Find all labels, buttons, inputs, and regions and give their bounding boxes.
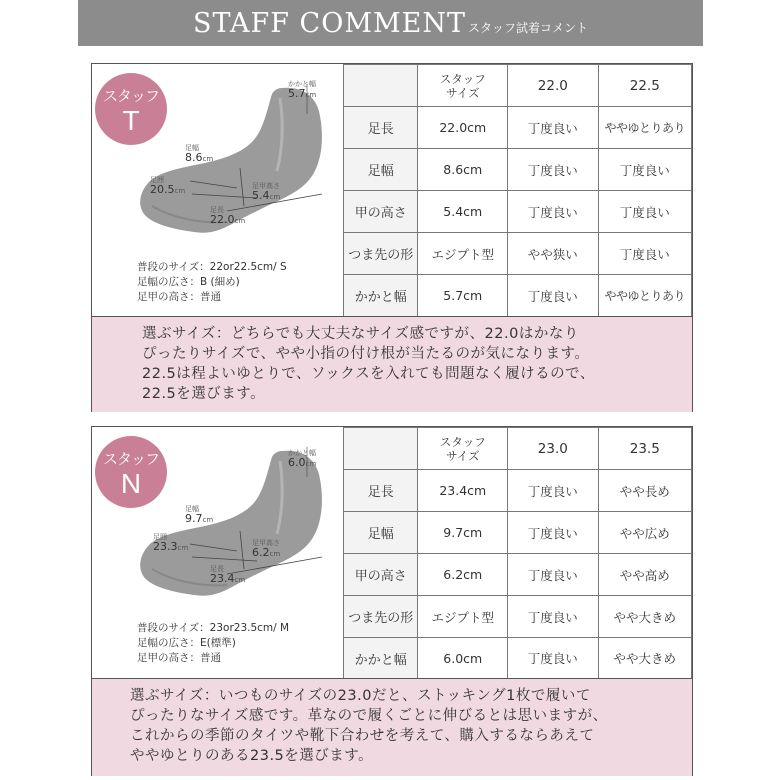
table-row [344,638,692,679]
row-label: かかと幅 [344,275,418,317]
badge-label: スタッフ [102,87,159,105]
dim-unit: cm [202,516,214,524]
fit-a: 丁度良い [508,554,598,596]
staff-value: 8.6cm [418,149,508,191]
comment-line: 22.5を選びます。 [142,386,266,402]
comment-line: 22.5は程よいゆとりで、ソックスを入れても問題なく履けるので、 [142,366,595,382]
dim-label: かかと幅 [288,449,316,457]
comment-line: ややゆとりのある23.5を選びます。 [130,748,374,764]
fit-b: ややゆとりあり [598,275,691,317]
header-size-a: 22.0 [508,65,598,107]
staff-value: 5.4cm [418,191,508,233]
foot-circumference-dim [153,533,188,553]
dim-value: 8.6 [185,151,203,164]
dim-unit: cm [305,91,317,99]
foot-length-dim [210,565,245,585]
row-label: 足長 [344,107,418,149]
fit-b: やや大きめ [598,596,691,638]
dim-label: 足長 [210,565,224,573]
table-row [344,233,692,275]
table-row [344,107,692,149]
table-header-row [344,65,692,107]
badge-label: スタッフ [102,450,159,468]
row-label: 足長 [344,470,418,512]
usual-size: 普段のサイズ：22or22.5cm/ S [137,261,287,273]
header-title: STAFF COMMENT [192,7,466,39]
fit-b: やや長め [598,470,691,512]
usual-size: 普段のサイズ：23or23.5cm/ M [137,622,290,634]
dim-label: 足甲高さ [252,182,280,190]
badge-letter: N [120,468,142,499]
foot-width-type: 足幅の広さ：B (細め) [137,276,240,288]
fit-b: ややゆとりあり [598,107,691,149]
header-size-b: 23.5 [598,428,691,470]
row-label: 甲の高さ [344,554,418,596]
staff-value: エジプト型 [418,233,508,275]
staff-t-comment [92,316,692,412]
table-row [344,275,692,317]
table-row [344,554,692,596]
staff-value: 6.2cm [418,554,508,596]
fit-a: 丁度良い [508,107,598,149]
table-row [344,191,692,233]
dim-value: 22.0 [210,213,235,226]
dim-unit: cm [234,576,246,584]
comment-line: 選ぶサイズ：いつものサイズの23.0だと、ストッキング1枚で履いて [130,688,591,704]
dim-label: 足甲高さ [252,539,280,547]
table-corner [344,428,418,470]
row-label: かかと幅 [344,638,418,679]
staff-t-fit-table [343,64,692,317]
row-label: 足幅 [344,512,418,554]
dim-value: 9.7 [185,512,203,525]
dim-label: 足幅 [185,505,199,513]
dim-label: 足囲 [153,533,167,541]
staff-value: エジプト型 [418,596,508,638]
foot-circumference-dim [150,176,185,196]
foot-width-type: 足幅の広さ：E(標準) [137,637,236,649]
dim-value: 5.7 [288,87,306,100]
comment-line: ぴったりなサイズ感です。革なので履くごとに伸びるとは思いますが、 [130,708,608,724]
row-label: 甲の高さ [344,191,418,233]
staff-n-profile [137,621,289,666]
staff-n-fit-table [343,427,692,679]
foot-width-dim [185,144,213,164]
comment-line: 選ぶサイズ：どちらでも大丈夫なサイズ感ですが、22.0はかなり [142,326,579,342]
table-row [344,596,692,638]
dim-unit: cm [305,460,317,468]
dim-unit: cm [269,550,281,558]
dim-label: かかと幅 [288,80,316,88]
staff-n-foot-panel [92,427,343,678]
table-row [344,512,692,554]
instep-height-dim [252,182,280,202]
badge-letter: T [122,105,140,136]
table-header-row [344,428,692,470]
staff-value: 6.0cm [418,638,508,679]
header-size-a: 23.0 [508,428,598,470]
fit-a: 丁度良い [508,275,598,317]
row-label: 足幅 [344,149,418,191]
header-subtitle: スタッフ試着コメント [468,20,589,35]
fit-b: やや高め [598,554,691,596]
staff-n-comment [92,678,692,776]
fit-a: 丁度良い [508,191,598,233]
staff-value: 23.4cm [418,470,508,512]
heel-width-dim [288,449,316,469]
dim-unit: cm [177,544,189,552]
fit-a: 丁度良い [508,596,598,638]
fit-b: 丁度良い [598,149,691,191]
dim-value: 20.5 [150,183,175,196]
header-size-b: 22.5 [598,65,691,107]
staff-t-profile [137,260,287,305]
staff-value: 22.0cm [418,107,508,149]
staff-t-foot-panel [92,64,343,316]
fit-b: やや大きめ [598,638,691,679]
comment-line: これからの季節のタイツや靴下合わせを考えて、購入するならあえて [130,728,595,744]
fit-a: 丁度良い [508,470,598,512]
dim-label: 足長 [210,206,224,214]
dim-unit: cm [202,155,214,163]
comment-line: ぴったりサイズで、やや小指の付け根が当たるのが気になります。 [142,346,590,362]
fit-a: 丁度良い [508,512,598,554]
dim-value: 6.2 [252,546,270,559]
heel-width-dim [288,80,316,100]
table-row [344,149,692,191]
dim-unit: cm [174,187,186,195]
row-label: つま先の形 [344,233,418,275]
fit-a: 丁度良い [508,638,598,679]
dim-unit: cm [269,193,281,201]
instep-type: 足甲の高さ：普通 [137,291,221,303]
header-staff-size: スタッフ サイズ [418,428,508,470]
fit-b: やや広め [598,512,691,554]
foot-length-dim [210,206,245,226]
dim-value: 23.3 [153,540,178,553]
dim-value: 5.4 [252,189,270,202]
staff-value: 9.7cm [418,512,508,554]
dim-label: 足幅 [185,144,199,152]
staff-t-section [91,63,693,412]
instep-type: 足甲の高さ：普通 [137,652,221,664]
staff-n-section [91,426,693,776]
row-label: つま先の形 [344,596,418,638]
table-row [344,470,692,512]
dim-label: 足囲 [150,176,164,184]
header-staff-size: スタッフ サイズ [418,65,508,107]
table-corner [344,65,418,107]
fit-b: 丁度良い [598,233,691,275]
fit-a: やや狭い [508,233,598,275]
fit-b: 丁度良い [598,191,691,233]
staff-value: 5.7cm [418,275,508,317]
fit-a: 丁度良い [508,149,598,191]
dim-value: 6.0 [288,456,306,469]
page-header [78,0,703,46]
foot-width-dim [185,505,213,525]
dim-value: 23.4 [210,572,235,585]
instep-height-dim [252,539,280,559]
dim-unit: cm [234,217,246,225]
